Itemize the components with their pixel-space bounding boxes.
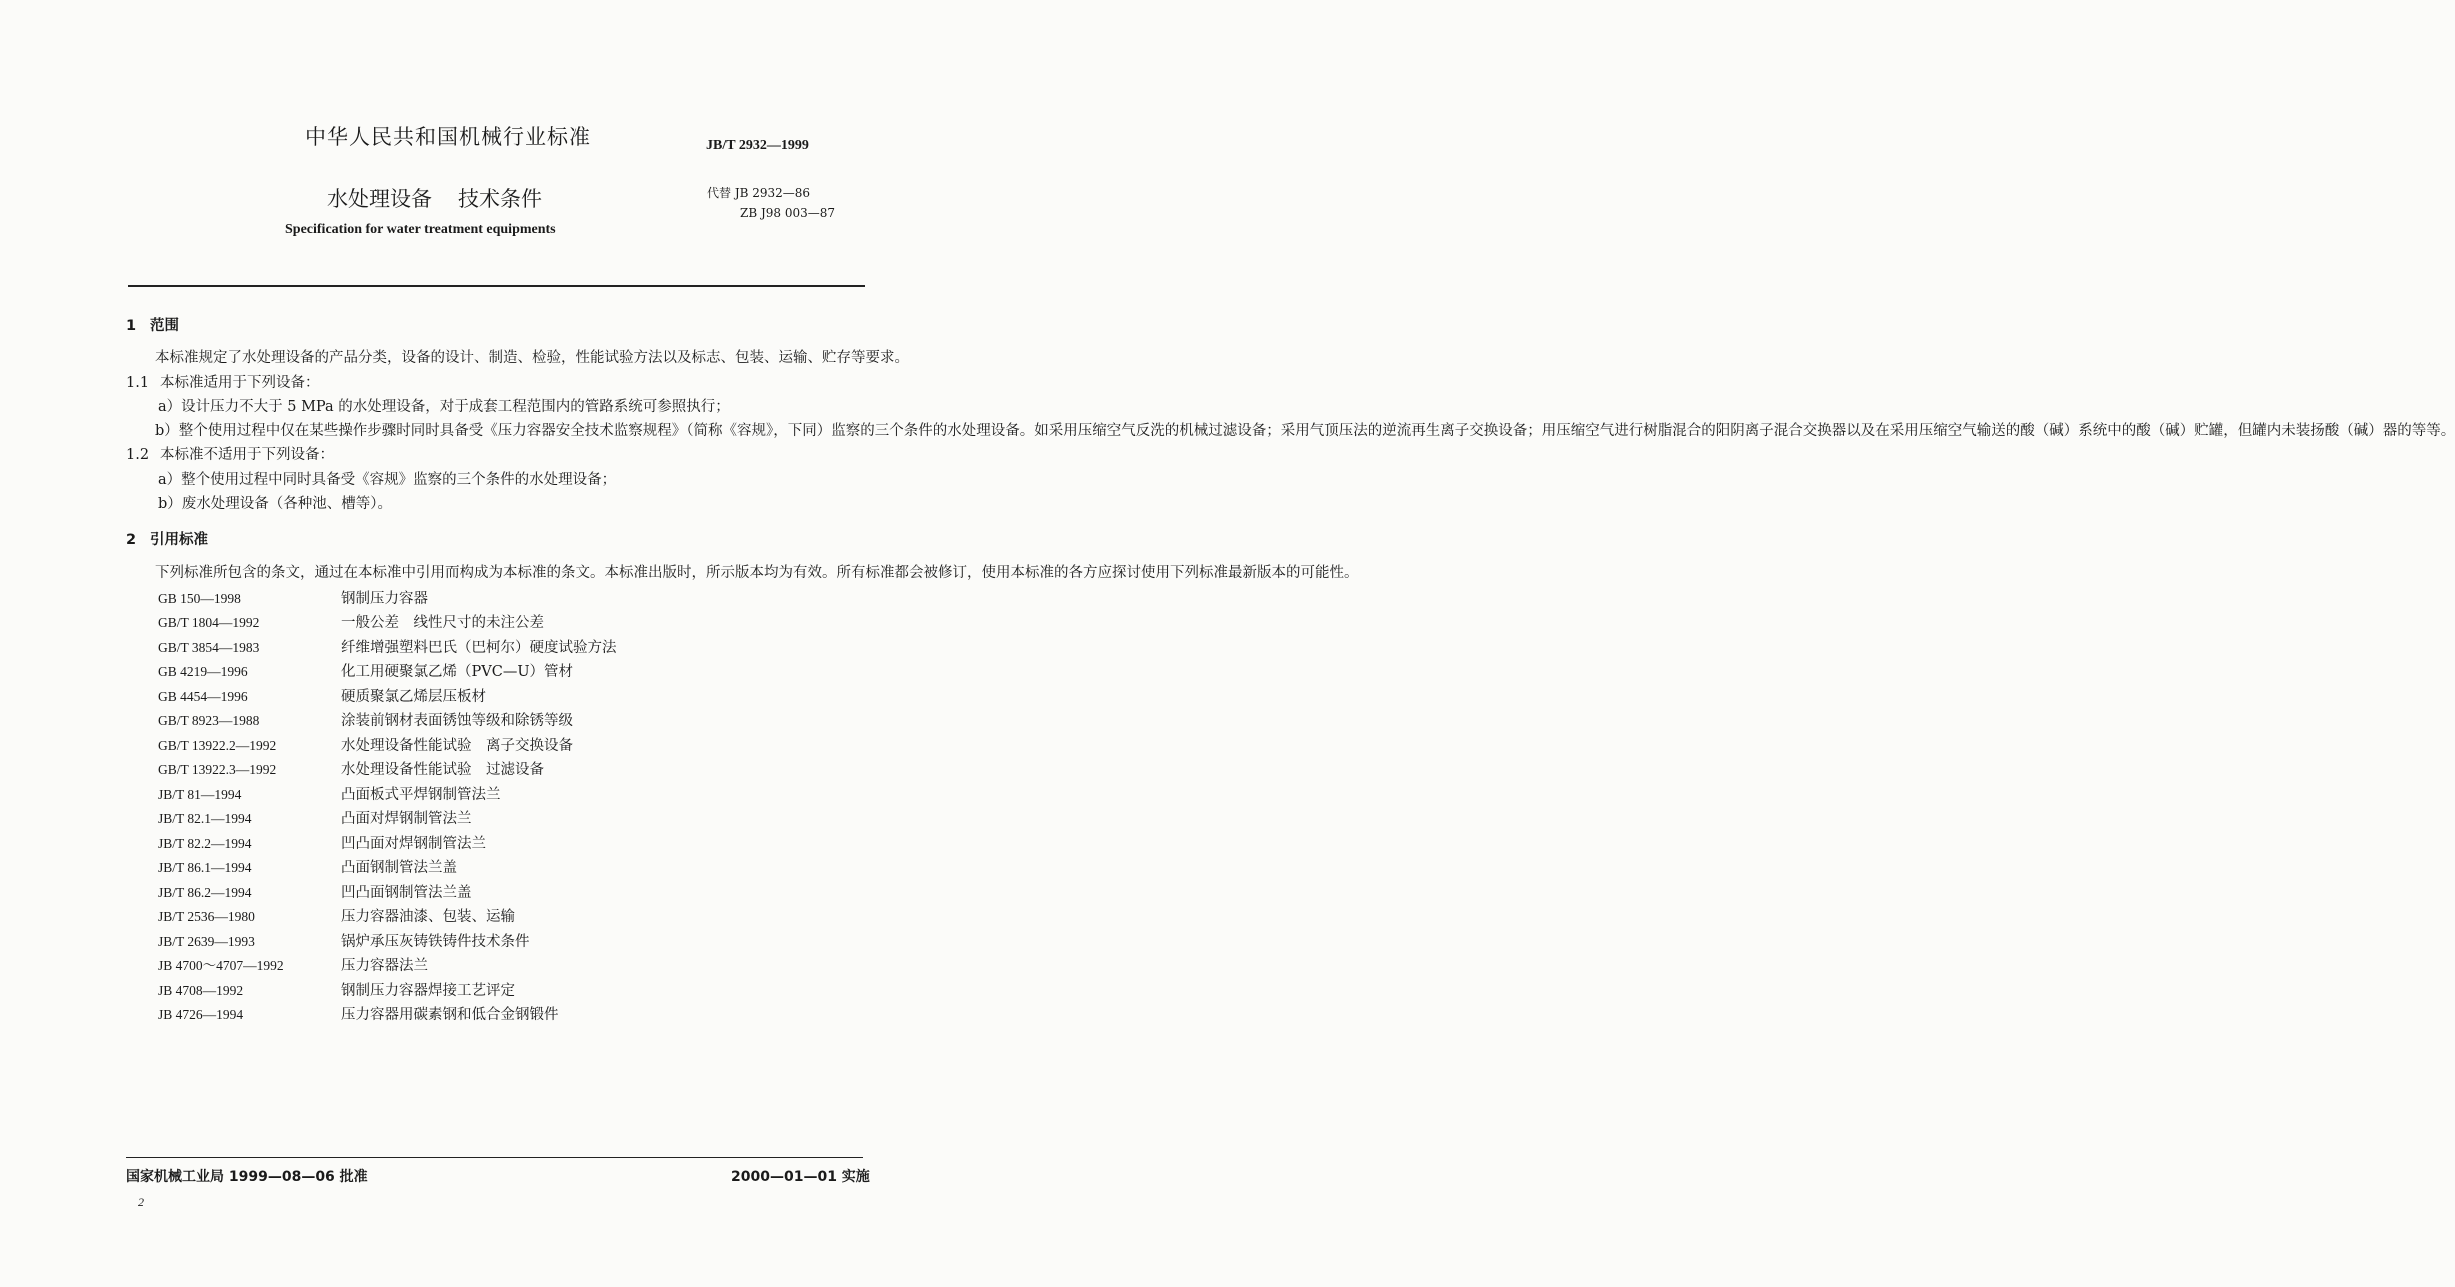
standard-code: JB/T 2932—1999 (706, 138, 809, 153)
reference-code: JB/T 81—1994 (158, 786, 242, 802)
reference-name: 凸面板式平焊钢制管法兰 (341, 786, 501, 803)
reference-name: 钢制压力容器焊接工艺评定 (341, 982, 515, 999)
reference-name: 凹凸面对焊钢制管法兰 (341, 835, 486, 852)
document-body (126, 312, 2455, 1028)
effective-date: 2000—01—01 实施 (731, 1169, 870, 1185)
reference-row (158, 783, 868, 808)
reference-code: JB 4708—1992 (158, 982, 244, 998)
section-1-intro: 本标准规定了水处理设备的产品分类，设备的设计、制造、检验，性能试验方法以及标志、包装、运输、贮存等要求。 (155, 350, 909, 367)
reference-code: JB 4700～4707—1992 (158, 958, 284, 974)
reference-code: GB/T 3854—1983 (158, 639, 260, 655)
reference-name: 水处理设备性能试验 离子交换设备 (341, 737, 573, 754)
reference-name: 钢制压力容器 (341, 590, 428, 607)
reference-row (158, 734, 868, 759)
reference-name: 压力容器用碳素钢和低合金钢锻件 (341, 1007, 559, 1024)
reference-code: JB/T 82.1—1994 (158, 811, 252, 827)
reference-row (158, 905, 868, 930)
reference-name: 涂装前钢材表面锈蚀等级和除锈等级 (341, 713, 573, 730)
reference-row (158, 856, 868, 881)
clause-1-2 (126, 443, 868, 467)
reference-row (158, 660, 868, 685)
reference-code: GB/T 13922.3—1992 (158, 762, 277, 778)
replaces-line-1: 代替 JB 2932—86 (707, 186, 811, 200)
reference-code: JB/T 82.2—1994 (158, 835, 252, 851)
clause-1-1-item-a: a）设计压力不大于 5 MPa 的水处理设备，对于成套工程范围内的管路系统可参照执行； (158, 398, 730, 415)
reference-list (126, 587, 868, 1028)
reference-row (158, 587, 868, 612)
reference-row (158, 832, 868, 857)
reference-name: 凸面钢制管法兰盖 (341, 860, 457, 877)
clause-1-1-number: 1.1 (126, 374, 150, 391)
reference-row (158, 1003, 868, 1028)
reference-row (158, 807, 868, 832)
section-2-intro: 下列标准所包含的条文，通过在本标准中引用而构成为本标准的条文。本标准出版时，所示版本均为有效。所有标准都会被修订，使用本标准的各方应探讨使用下列标准最新版本的可能性。 (155, 564, 1359, 581)
section-1-title: 范围 (150, 318, 179, 334)
reference-code: GB 4219—1996 (158, 664, 248, 680)
clause-1-2-item-a: a）整个使用过程中同时具备受《容规》监察的三个条件的水处理设备； (158, 471, 617, 488)
clause-1-1-item-b: b）整个使用过程中仅在某些操作步骤时同时具备受《压力容器安全技术监察规程》（简称《容规》，下同）监察的三个条件的水处理设备。如采用压缩空气反洗的机械过滤设备；采用气顶压法的逆流再生离子交换设备；用压缩空气进行树脂混合的阳阴离子混合交换器以及在采用压缩空气输送的酸（碱）系统中的酸（碱）贮罐，但罐内未装扬酸（碱）器的等等。 (155, 423, 2455, 440)
reference-name: 压力容器法兰 (341, 958, 428, 975)
reference-code: JB/T 86.2—1994 (158, 884, 252, 900)
standard-category-title: 中华人民共和国机械行业标准 (305, 125, 591, 149)
reference-row (158, 611, 868, 636)
reference-code: JB 4726—1994 (158, 1007, 244, 1023)
document-title-part1: 水处理设备 (327, 187, 432, 211)
english-title: Specification for water treatment equipments (285, 222, 556, 237)
reference-code: GB/T 8923—1988 (158, 713, 260, 729)
reference-row (158, 709, 868, 734)
section-1-number: 1 (126, 318, 137, 334)
reference-row (158, 685, 868, 710)
clause-1-2-text: 本标准不适用于下列设备： (160, 447, 334, 464)
clause-1-2-number: 1.2 (126, 447, 150, 464)
reference-row (158, 954, 868, 979)
reference-code: GB/T 1804—1992 (158, 615, 260, 631)
reference-row (158, 758, 868, 783)
reference-code: JB/T 2639—1993 (158, 933, 255, 949)
page-number: 2 (138, 1195, 144, 1209)
reference-name: 锅炉承压灰铸铁铸件技术条件 (341, 933, 530, 950)
approval-date: 国家机械工业局 1999—08—06 批准 (126, 1169, 368, 1185)
reference-name: 凸面对焊钢制管法兰 (341, 811, 472, 828)
reference-code: GB/T 13922.2—1992 (158, 737, 277, 753)
header-divider (128, 285, 865, 287)
reference-code: GB 150—1998 (158, 590, 241, 606)
clause-1-1-text: 本标准适用于下列设备： (160, 374, 320, 391)
document-title-part2: 技术条件 (458, 187, 542, 211)
reference-name: 凹凸面钢制管法兰盖 (341, 884, 472, 901)
reference-name: 纤维增强塑料巴氏（巴柯尔）硬度试验方法 (341, 639, 617, 656)
reference-code: JB/T 86.1—1994 (158, 860, 252, 876)
section-2-number: 2 (126, 532, 137, 549)
footer-divider (126, 1157, 863, 1158)
reference-name: 硬质聚氯乙烯层压板材 (341, 688, 486, 705)
reference-row (158, 979, 868, 1004)
reference-row (158, 881, 868, 906)
reference-name: 压力容器油漆、包装、运输 (341, 909, 515, 926)
replaces-block (707, 183, 835, 223)
section-2-title: 引用标准 (150, 532, 208, 549)
clause-1-1 (126, 371, 868, 395)
reference-row (158, 636, 868, 661)
reference-code: JB/T 2536—1980 (158, 909, 255, 925)
reference-name: 一般公差 线性尺寸的未注公差 (341, 615, 544, 632)
document-title (327, 183, 542, 213)
reference-row (158, 930, 868, 955)
clause-1-2-item-b: b）废水处理设备（各种池、槽等）。 (158, 496, 393, 513)
reference-name: 化工用硬聚氯乙烯（PVC—U）管材 (341, 664, 574, 681)
reference-code: GB 4454—1996 (158, 688, 248, 704)
section-2-heading (126, 528, 868, 552)
reference-name: 水处理设备性能试验 过滤设备 (341, 762, 544, 779)
section-1-heading (126, 314, 868, 338)
replaces-line-2: ZB J98 003—87 (740, 206, 836, 220)
